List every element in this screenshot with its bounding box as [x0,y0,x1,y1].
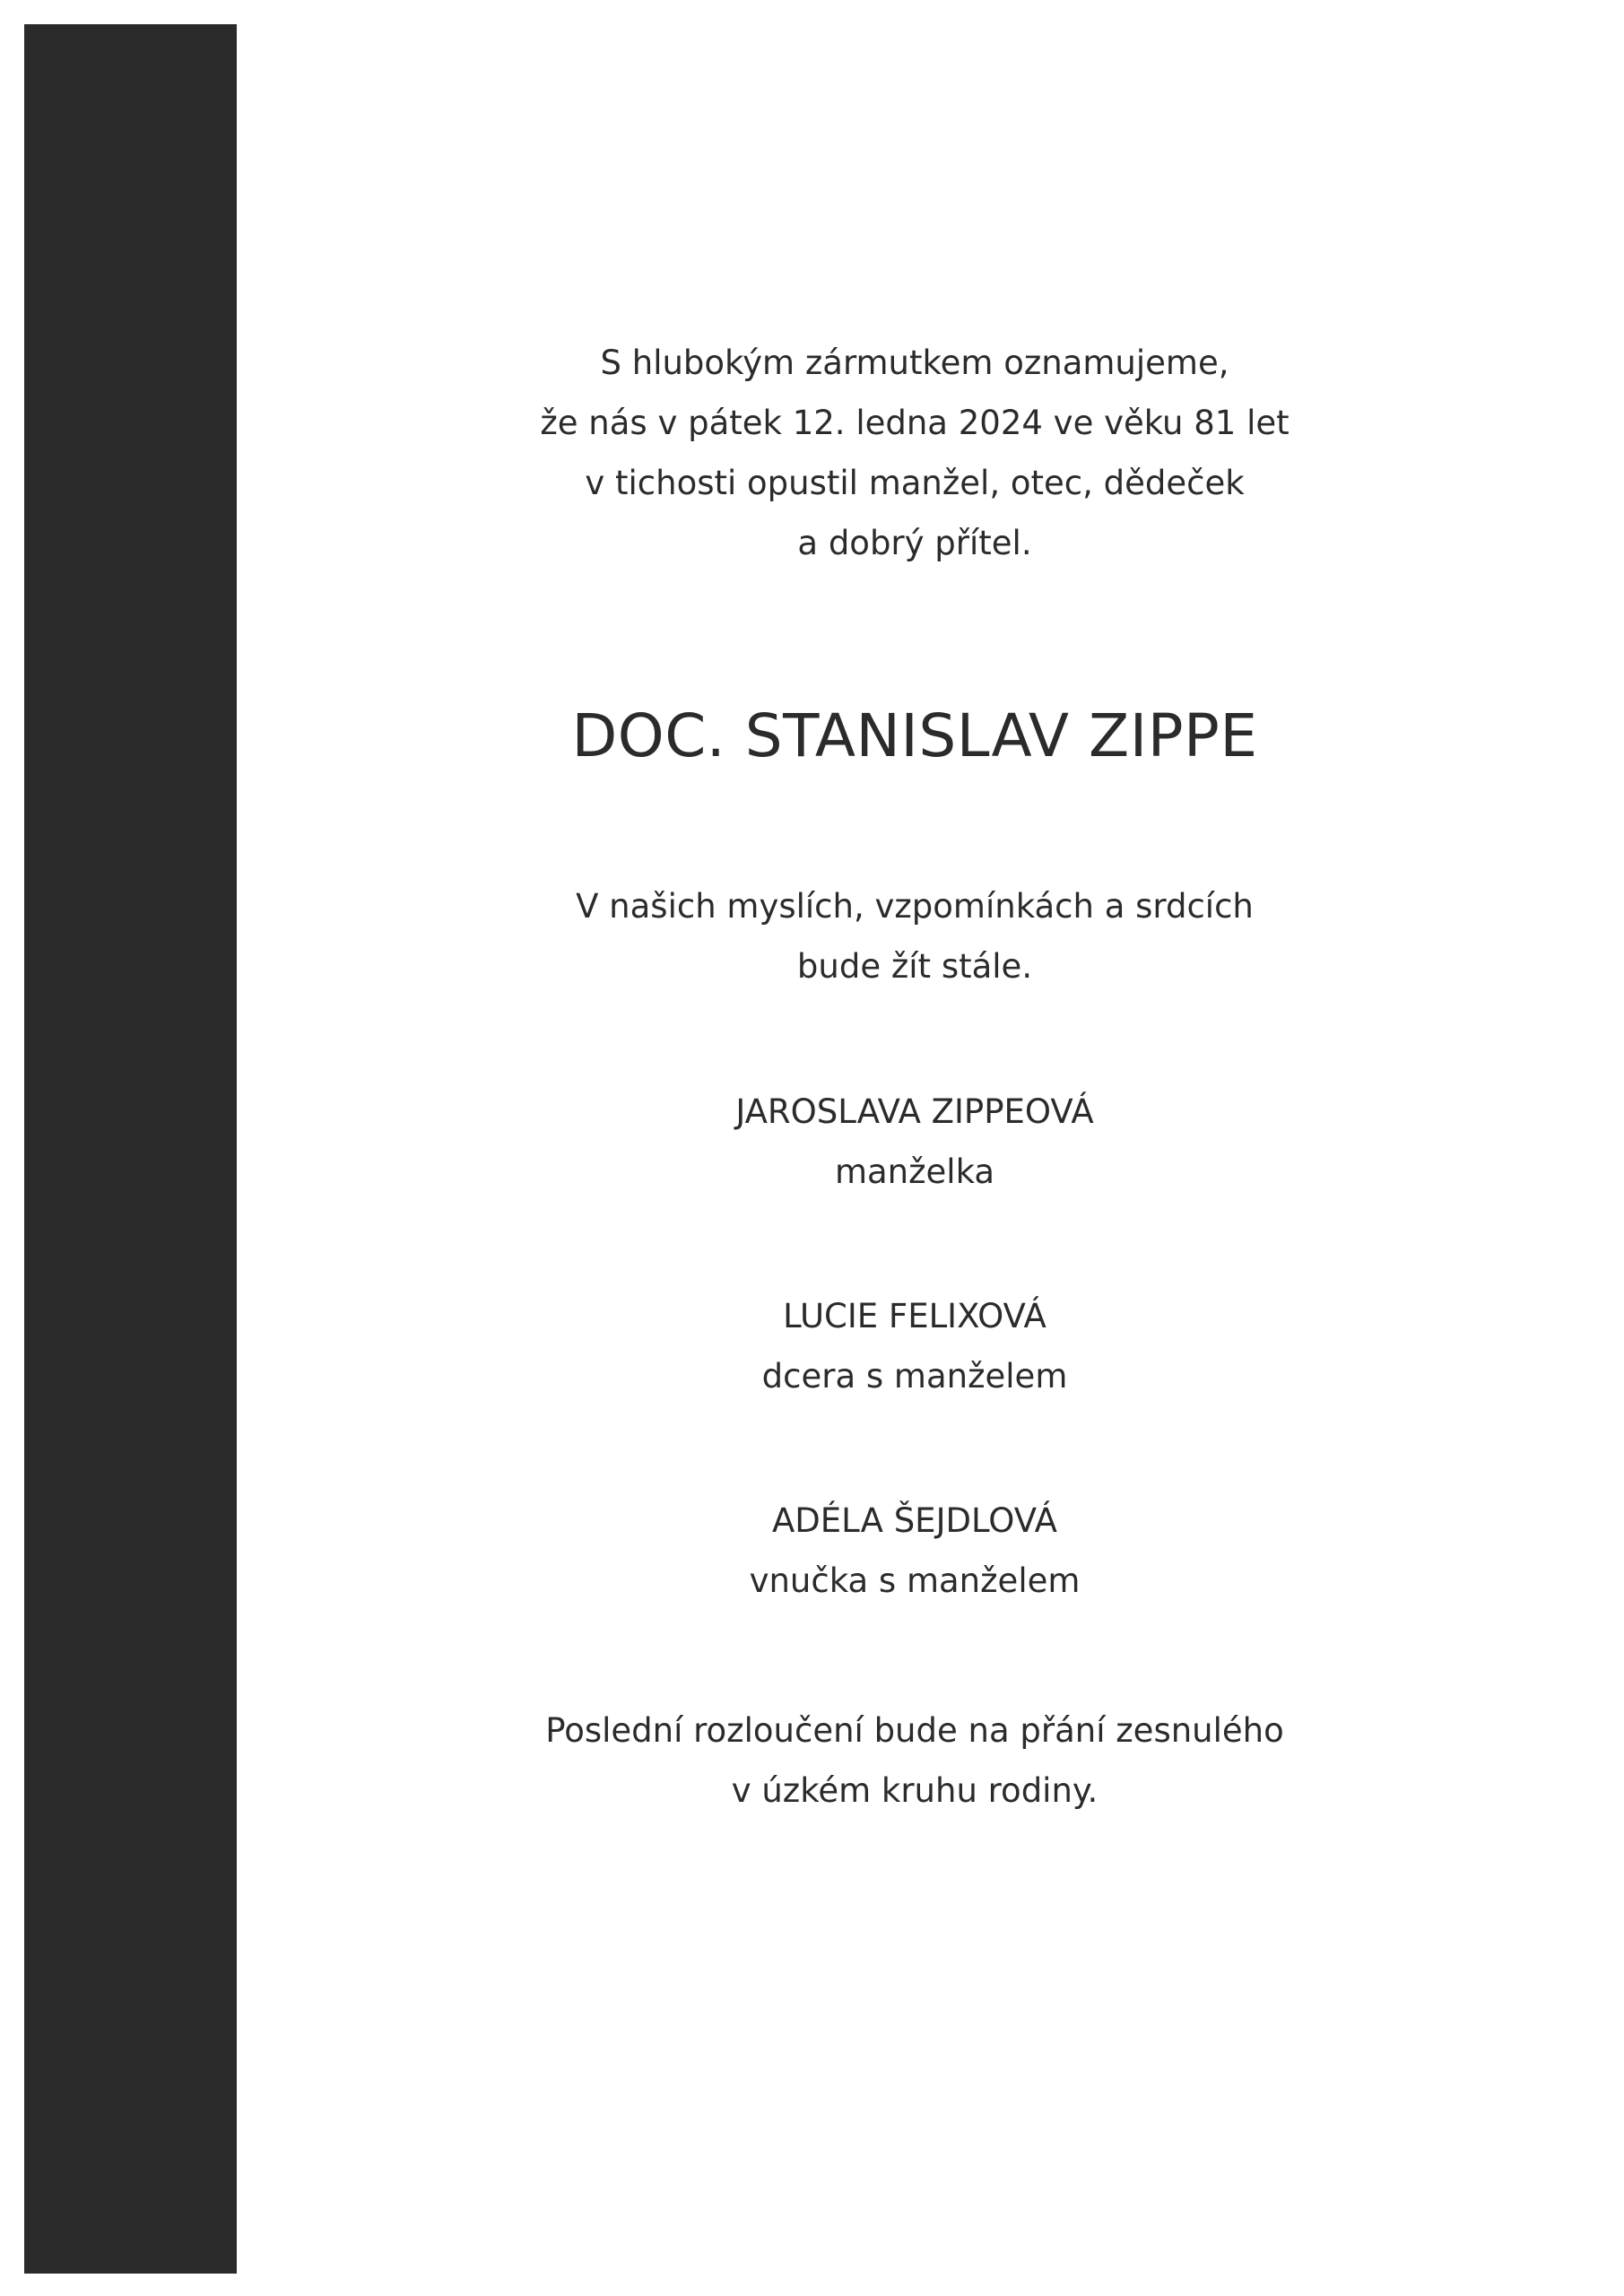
intro-line: S hlubokým zármutkem oznamujeme, [600,344,1229,382]
farewell-line: v úzkém kruhu rodiny. [731,1771,1099,1810]
memory-paragraph [466,876,1363,996]
farewell-paragraph [466,1700,1363,1821]
intro-line: že nás v pátek 12. ledna 2024 ve věku 81 let [540,404,1290,442]
deceased-name-block [466,700,1363,772]
intro-paragraph [466,333,1363,573]
mourner-relation: manželka [834,1152,995,1191]
farewell-line: Poslední rozloučení bude na přání zesnulého [545,1711,1284,1750]
mourner-relation: vnučka s manželem [749,1561,1081,1600]
mourner-entry [466,1082,1363,1202]
memory-line: bude žít stále. [796,947,1033,986]
mourner-name: JAROSLAVA ZIPPEOVÁ [735,1092,1094,1131]
deceased-name: DOC. STANISLAV ZIPPE [571,701,1258,770]
memory-line: V našich myslích, vzpomínkách a srdcích [576,887,1254,926]
mourner-entry [466,1286,1363,1406]
intro-line: v tichosti opustil manžel, otec, dědeček [585,464,1245,502]
intro-line: a dobrý přítel. [797,524,1032,562]
mourner-entry [466,1491,1363,1611]
mourner-name: ADÉLA ŠEJDLOVÁ [771,1501,1057,1540]
mourner-relation: dcera s manželem [761,1357,1068,1396]
mourner-name: LUCIE FELIXOVÁ [783,1297,1046,1335]
